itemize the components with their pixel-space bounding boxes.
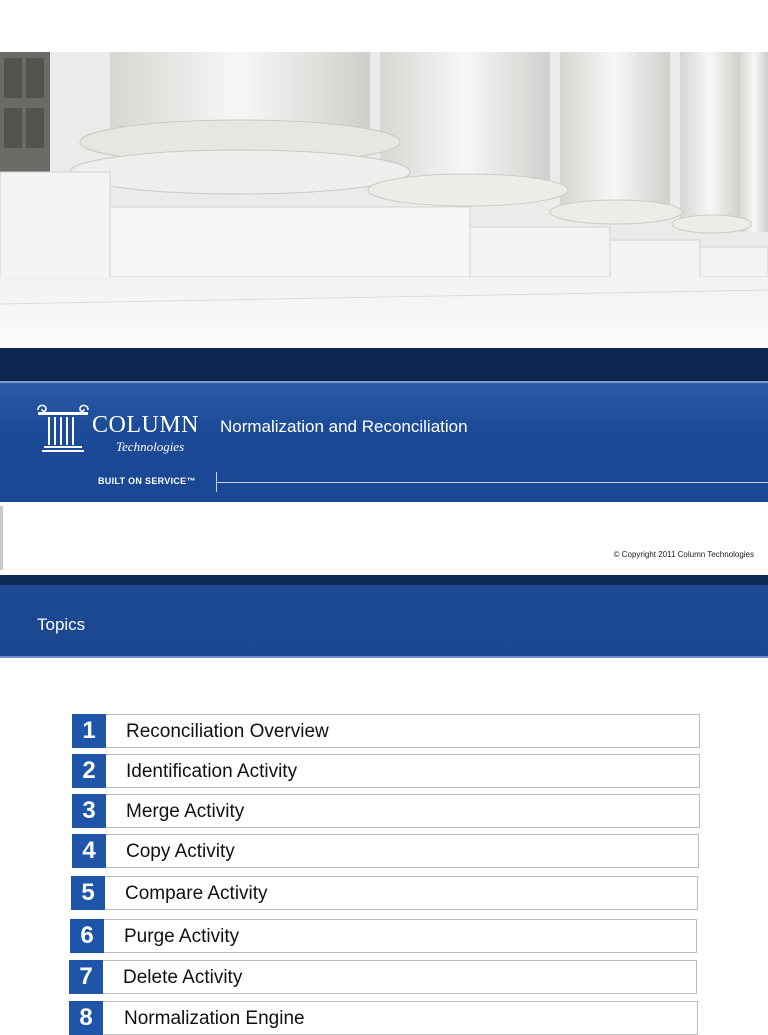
- topic-item: [69, 960, 697, 994]
- topic-box: [104, 919, 697, 953]
- topic-item: [72, 834, 699, 868]
- topic-number: 7: [69, 960, 103, 994]
- column-pillar-icon: [34, 402, 92, 459]
- topic-label: Normalization Engine: [124, 1008, 305, 1029]
- topic-number: 3: [72, 794, 106, 828]
- logo-subtitle: Technologies: [116, 439, 185, 454]
- topic-label: Identification Activity: [126, 761, 298, 782]
- hero-columns-image: [0, 52, 768, 348]
- topic-number: 6: [70, 919, 104, 953]
- topic-number: 1: [72, 714, 106, 748]
- topics-title: Topics: [37, 615, 86, 634]
- tagline-rule: [217, 482, 768, 483]
- topic-item: [72, 794, 700, 828]
- topic-box: [106, 834, 699, 868]
- title-slide-footer: [0, 502, 768, 575]
- topic-label: Compare Activity: [125, 883, 268, 904]
- topic-number: 8: [69, 1001, 103, 1035]
- logo-wordmark: COLUMN: [92, 412, 200, 438]
- topic-box: [106, 714, 700, 748]
- topic-number: 2: [72, 754, 106, 788]
- topics-header-band: [0, 575, 768, 658]
- topic-label: Copy Activity: [126, 841, 235, 862]
- topic-number: 4: [72, 834, 106, 868]
- tagline: BUILT ON SERVICE™: [98, 476, 196, 486]
- topic-item: [72, 754, 700, 788]
- topic-item: [69, 1001, 698, 1035]
- topics-top-strip: [0, 575, 768, 585]
- topic-number: 5: [71, 876, 105, 910]
- topic-box: [103, 960, 697, 994]
- copyright-text: © Copyright 2011 Column Technologies: [613, 550, 754, 559]
- slide-edge-shadow: [0, 506, 3, 570]
- topic-box: [106, 794, 700, 828]
- topic-label: Delete Activity: [123, 967, 243, 988]
- topic-label: Reconciliation Overview: [126, 721, 329, 742]
- topic-label: Merge Activity: [126, 801, 245, 822]
- topic-box: [106, 754, 700, 788]
- topic-item: [71, 876, 698, 910]
- title-slide-dark-band: [0, 348, 768, 381]
- topic-box: [103, 1001, 698, 1035]
- topic-item: [72, 714, 700, 748]
- topic-box: [105, 876, 698, 910]
- topic-item: [70, 919, 697, 953]
- slide-title: Normalization and Reconciliation: [220, 417, 468, 436]
- topic-label: Purge Activity: [124, 926, 240, 947]
